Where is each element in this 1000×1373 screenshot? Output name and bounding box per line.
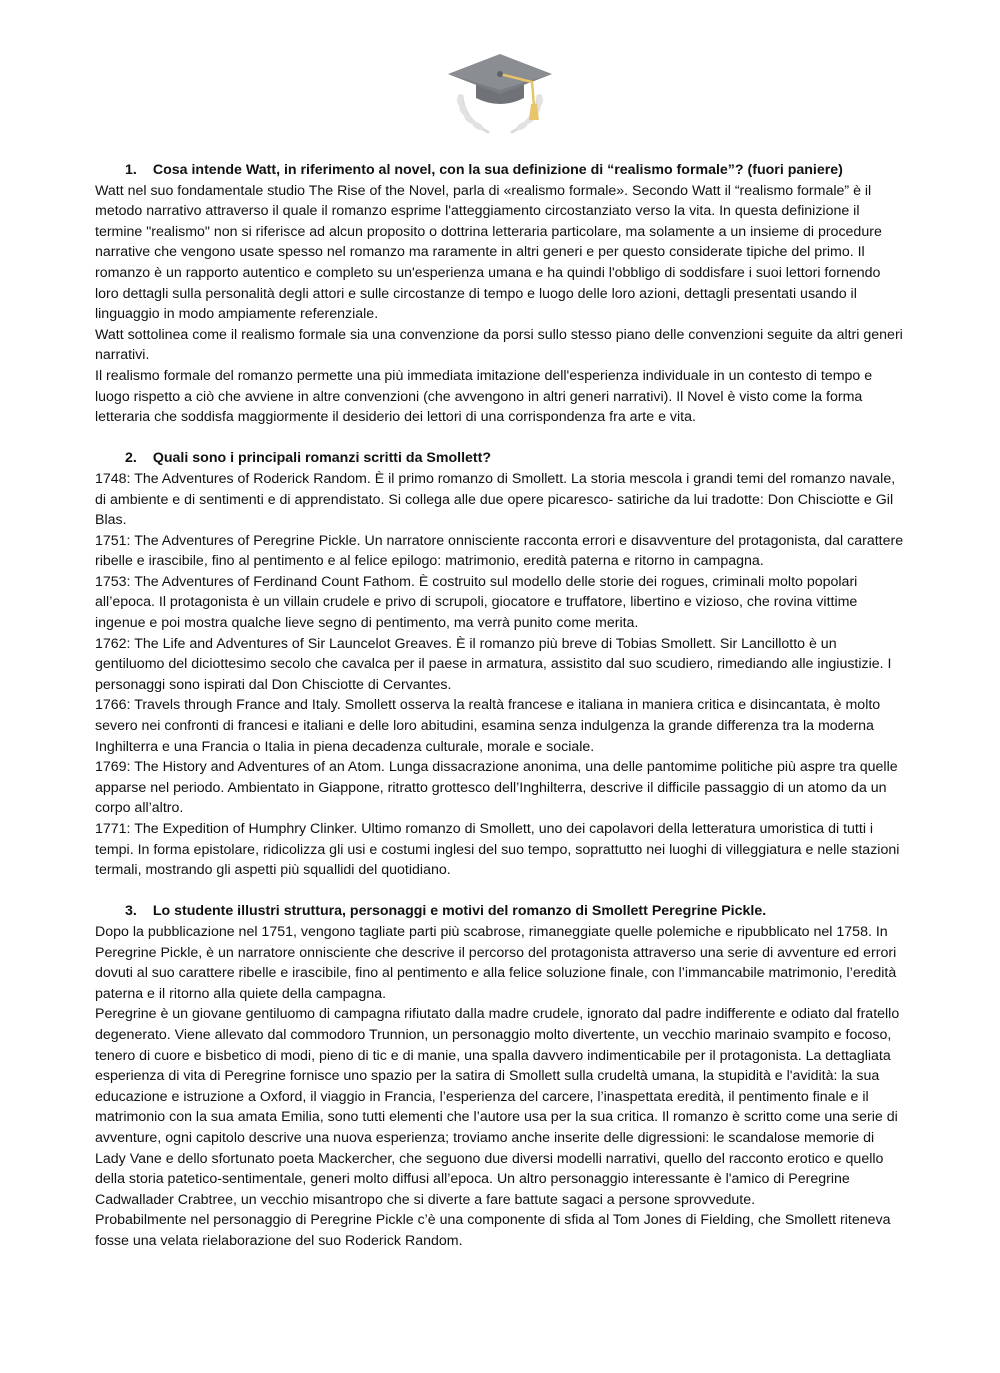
answer-paragraph: Watt nel suo fondamentale studio The Rise of the Novel, parla di «realismo formale». Secondo Watt il “realismo formale” è il metodo narrativo attraverso il quale il romanzo esprime l'atteggiamento circostanziato verso la vita. In questa definizione il termine "realismo" non si riferisce ad alcun proposito o dottrina letteraria particolare, ma solamente a un insieme di procedure narrative che vengono usate spesso nel romanzo ma raramente in altri generi e per questo considerate tipiche del primo. Il romanzo è un rapporto autentico e completo su un'esperienza umana e ha quindi l'obbligo di soddisfare i suoi lettori fornendo loro dettagli sulla personalità degli attori e sulle circostanze di tempo e luogo delle loro azioni, dettagli presentati usando il linguaggio in modo ampiamente referenziale.: [95, 182, 882, 323]
question-heading: [95, 160, 907, 181]
answer-paragraph: Watt sottolinea come il realismo formale sia una convenzione da porsi sullo stesso piano delle convenzioni seguite da altri generi narrativi.: [95, 326, 903, 364]
novel-entry: 1766: Travels through France and Italy. Smollett osserva la realtà francese e italiana in maniera critica e disincantata, è molto severo nei confronti di francesi e italiani e delle loro abitudini, esamina senza indulgenza la grande differenza tra la moderna Inghilterra e una Francia o Italia in piena decadenza culturale, morale e sociale.: [95, 697, 881, 755]
novel-entry: 1771: The Expedition of Humphry Clinker. Ultimo romanzo di Smollett, uno dei capolavori della letteratura umoristica di tutti i tempi. In forma epistolare, ridicolizza gli usi e costumi inglesi del suo tempo, soprattutto nei luoghi di villeggiatura e nelle stazioni termali, mostrando gli aspetti più squallidi del quotidiano.: [95, 821, 900, 879]
novel-entry: 1751: The Adventures of Peregrine Pickle. Un narratore onnisciente racconta errori e disavventure del protagonista, dal carattere ribelle e irascibile, fino al pentimento e al felice epilogo: matrimonio, eredità paterna e ritorno in campagna.: [95, 532, 904, 570]
answer-paragraph: Peregrine è un giovane gentiluomo di campagna rifiutato dalla madre crudele, ignorato dal padre indifferente e odiato dal fratello degenerato. Viene allevato dal commodoro Trunnion, un personaggio molto divertente, un vecchio marinaio svampito e focoso, tenero di cuore e bisbetico di modi, pieno di tic e di manie, una spalla davvero indimenticabile per il protagonista. La dettagliata esperienza di vita di Peregrine fornisce uno spazio per la satira di Smollett sulla crudeltà umana, la stupidità e l'avidità: la sua educazione e istruzione a Oxford, il viaggio in Francia, l’esperienza del carcere, l’inaspettata eredità, il pentimento finale e il matrimonio con la sua amata Emilia, sono tutti elementi che l’autore usa per la sua critica. Il romanzo è scritto come una serie di avventure, ogni capitolo descrive una nuova esperienza; troviamo anche inserite delle digressioni: le scandalose memorie di Lady Vane e dello sfortunato poeta Mackercher, che seguono due diversi modelli narrativi, quello del racconto erotico e quello della storia patetico-sentimentale, generi molto diffusi all’epoca. Un altro personaggio interessante è l'amico di Peregrine Cadwallader Crabtree, un vecchio misantropo che si diverte a fare battute sagaci a persone sprovvedute.: [95, 1006, 900, 1208]
question-number: 2.: [125, 450, 137, 467]
novel-entry: 1753: The Adventures of Ferdinand Count Fathom. È costruito sul modello delle storie dei rogues, criminali molto popolari all’epoca. Il protagonista è un villain crudele e privo di scrupoli, giocatore e truffatore, libertino e vizioso, che rovina vittime ingenue e poi mostra qualche lieve segno di pentimento, ma verrà punito come merita.: [95, 573, 858, 632]
question-section-2: [95, 448, 907, 880]
question-number: 3.: [125, 903, 137, 920]
novel-entry: 1769: The History and Adventures of an Atom. Lunga dissacrazione anonima, una delle pantomime politiche più aspre tra quelle apparse nel periodo. Ambientato in Giappone, ritratto grottesco dell’Inghilterra, descrive il difficile passaggio di un atomo da un corpo all’altro.: [95, 759, 898, 817]
answer-paragraph: Probabilmente nel personaggio di Peregrine Pickle c’è una componente di sfida al Tom Jones di Fielding, che Smollett riteneva fosse una velata rielaborazione del suo Roderick Random.: [95, 1212, 891, 1249]
question-number: 1.: [125, 162, 137, 178]
question-text: Quali sono i principali romanzi scritti da Smollett?: [152, 450, 492, 467]
answer-paragraph: Il realismo formale del romanzo permette una più immediata imitazione dell'esperienza individuale in un contesto di tempo e luogo rispetto a ciò che avviene in altre convenzioni (che avvengono in altri generi narrativi). Il Novel è visto come la forma letteraria che soddisfa maggiormente il desiderio dei lettori di una corrispondenza fra arte e vita.: [95, 367, 873, 426]
graduation-cap-icon: [440, 44, 560, 140]
answer-paragraph: Dopo la pubblicazione nel 1751, vengono tagliate parti più scabrose, rimaneggiate quelle polemiche e ripubblicato nel 1758. In Peregrine Pickle, è un narratore onnisciente che descrive il percorso del protagonista attraverso una serie di avventure ed errori dovuti al suo carattere ribelle e irascibile, fino al pentimento e alla felice soluzione finale, con l’immancabile matrimonio, l’eredità paterna e il ritorno alla quiete della campagna.: [95, 923, 897, 1002]
question-text: Cosa intende Watt, in riferimento al novel, con la sua definizione di “realismo formale”? (fuori paniere): [152, 162, 843, 178]
question-heading: [95, 901, 907, 922]
novel-entry: 1762: The Life and Adventures of Sir Launcelot Greaves. È il romanzo più breve di Tobias Smollett. Sir Lancillotto è un gentiluomo del diciottesimo secolo che cavalca per il paese in armatura, assistito dal suo scudiero, rimediando alle ingiustizie. I personaggi sono ispirati dal Don Chisciotte di Cervantes.: [95, 635, 892, 693]
question-text: Lo studente illustri struttura, personaggi e motivi del romanzo di Smollett Peregrine Pickle.: [152, 903, 767, 920]
question-section-1: [95, 160, 907, 428]
document-body: [95, 160, 907, 1272]
question-heading: [95, 448, 907, 469]
question-section-3: [95, 901, 907, 1251]
novel-entry: 1748: The Adventures of Roderick Random. È il primo romanzo di Smollett. La storia mescola i grandi temi del romanzo navale, di ambiente e di sentimenti e di apprendistato. Si collega alle due opere picaresco- satiriche da lui tradotte: Don Chisciotte e Gil Blas.: [95, 470, 896, 529]
